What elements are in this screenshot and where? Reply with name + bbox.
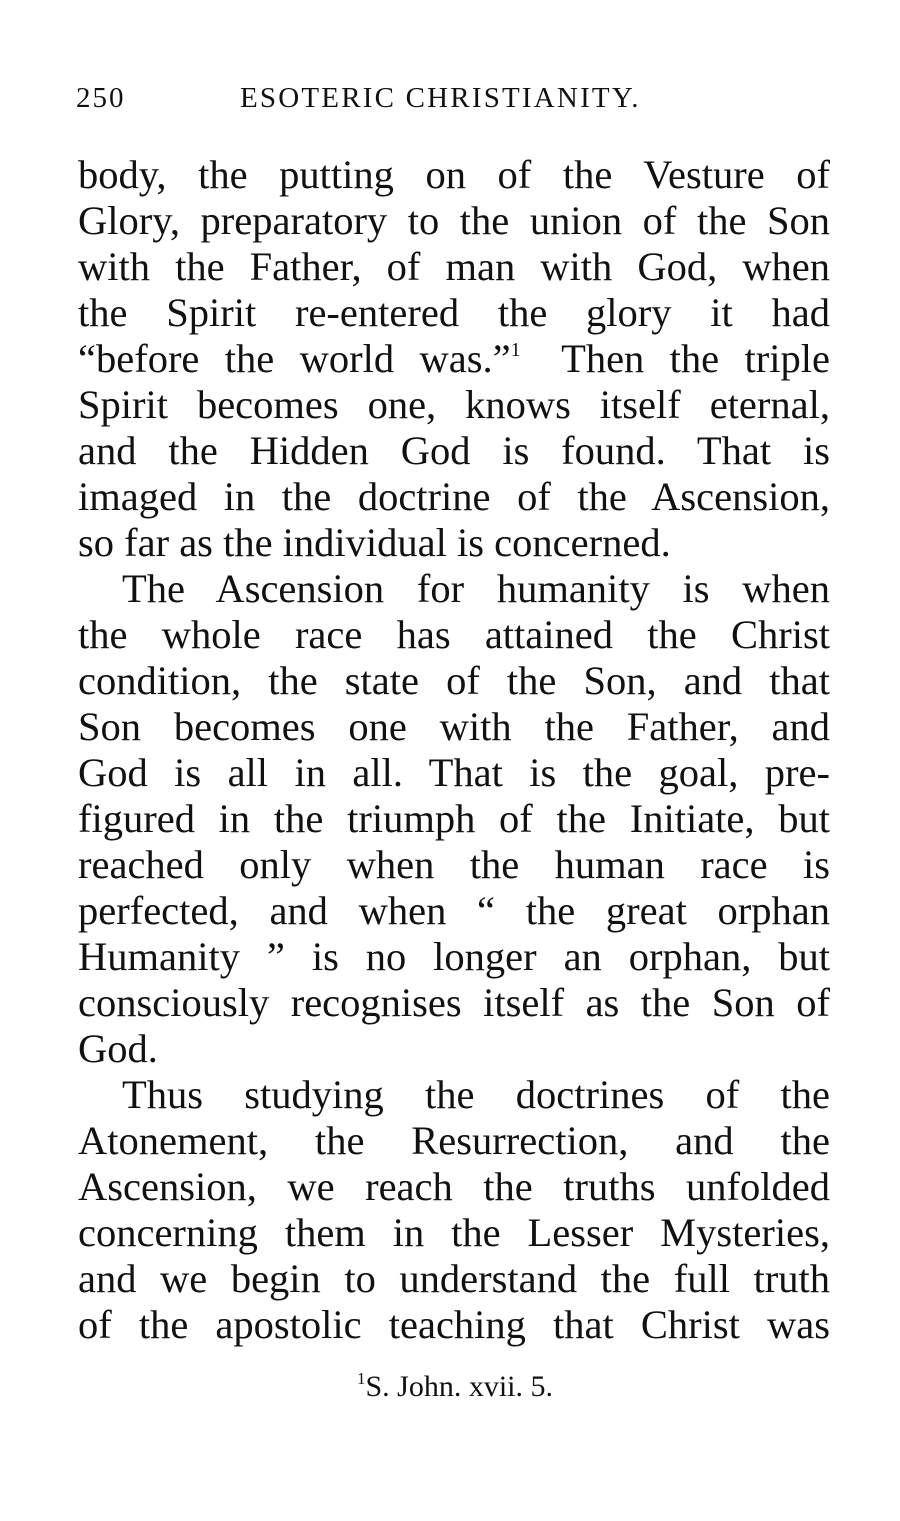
page-number: 250	[76, 82, 126, 114]
text-line: with the Father, of man with God, when	[78, 244, 830, 289]
text-line: the Spirit re-entered the glory it had	[78, 290, 830, 335]
footnote-text: S. John. xvii. 5.	[365, 1370, 554, 1403]
footnote-mark: 1	[356, 1369, 366, 1388]
text-line: God.	[78, 1026, 158, 1071]
text-line: imaged in the doctrine of the Ascension,	[78, 474, 830, 519]
running-title: ESOTERIC CHRISTIANITY.	[240, 82, 641, 114]
text-line: Son becomes one with the Father, and	[78, 704, 830, 749]
text-line: Humanity ” is no longer an orphan, but	[78, 934, 830, 979]
text-line: The Ascension for humanity is when	[122, 566, 830, 611]
text-line: figured in the triumph of the Initiate, but	[78, 796, 830, 841]
quote-text: “before the world was.”	[78, 336, 511, 381]
text-line: condition, the state of the Son, and that	[78, 658, 830, 703]
text-line: the whole race has attained the Christ	[78, 612, 830, 657]
text-line: and the Hidden God is found. That is	[78, 428, 830, 473]
running-head	[76, 82, 836, 122]
footnote-reference: 1	[510, 339, 521, 361]
text-line: reached only when the human race is	[78, 842, 830, 887]
footnote	[0, 1370, 900, 1404]
text-line: body, the putting on of the Vesture of	[78, 152, 830, 197]
text-line: so far as the individual is concerned.	[78, 520, 671, 565]
text-line: perfected, and when “ the great orphan	[78, 888, 830, 933]
text-line: God is all in all. That is the goal, pre-	[78, 750, 830, 795]
text-line: concerning them in the Lesser Mysteries,	[78, 1210, 830, 1255]
text-line: Atonement, the Resurrection, and the	[78, 1118, 830, 1163]
text-line: Thus studying the doctrines of the	[122, 1072, 830, 1117]
body-text	[78, 152, 830, 1348]
text-line: Ascension, we reach the truths unfolded	[78, 1164, 830, 1209]
text-line: consciously recognises itself as the Son of	[78, 980, 830, 1025]
text-line: and we begin to understand the full truth	[78, 1256, 830, 1301]
text-segment: Then the triple	[561, 336, 830, 381]
text-line: Glory, preparatory to the union of the Son	[78, 198, 830, 243]
text-line-with-footnote	[78, 336, 830, 382]
text-line: Spirit becomes one, knows itself eternal,	[78, 382, 830, 427]
text-line: of the apostolic teaching that Christ was	[78, 1302, 830, 1347]
